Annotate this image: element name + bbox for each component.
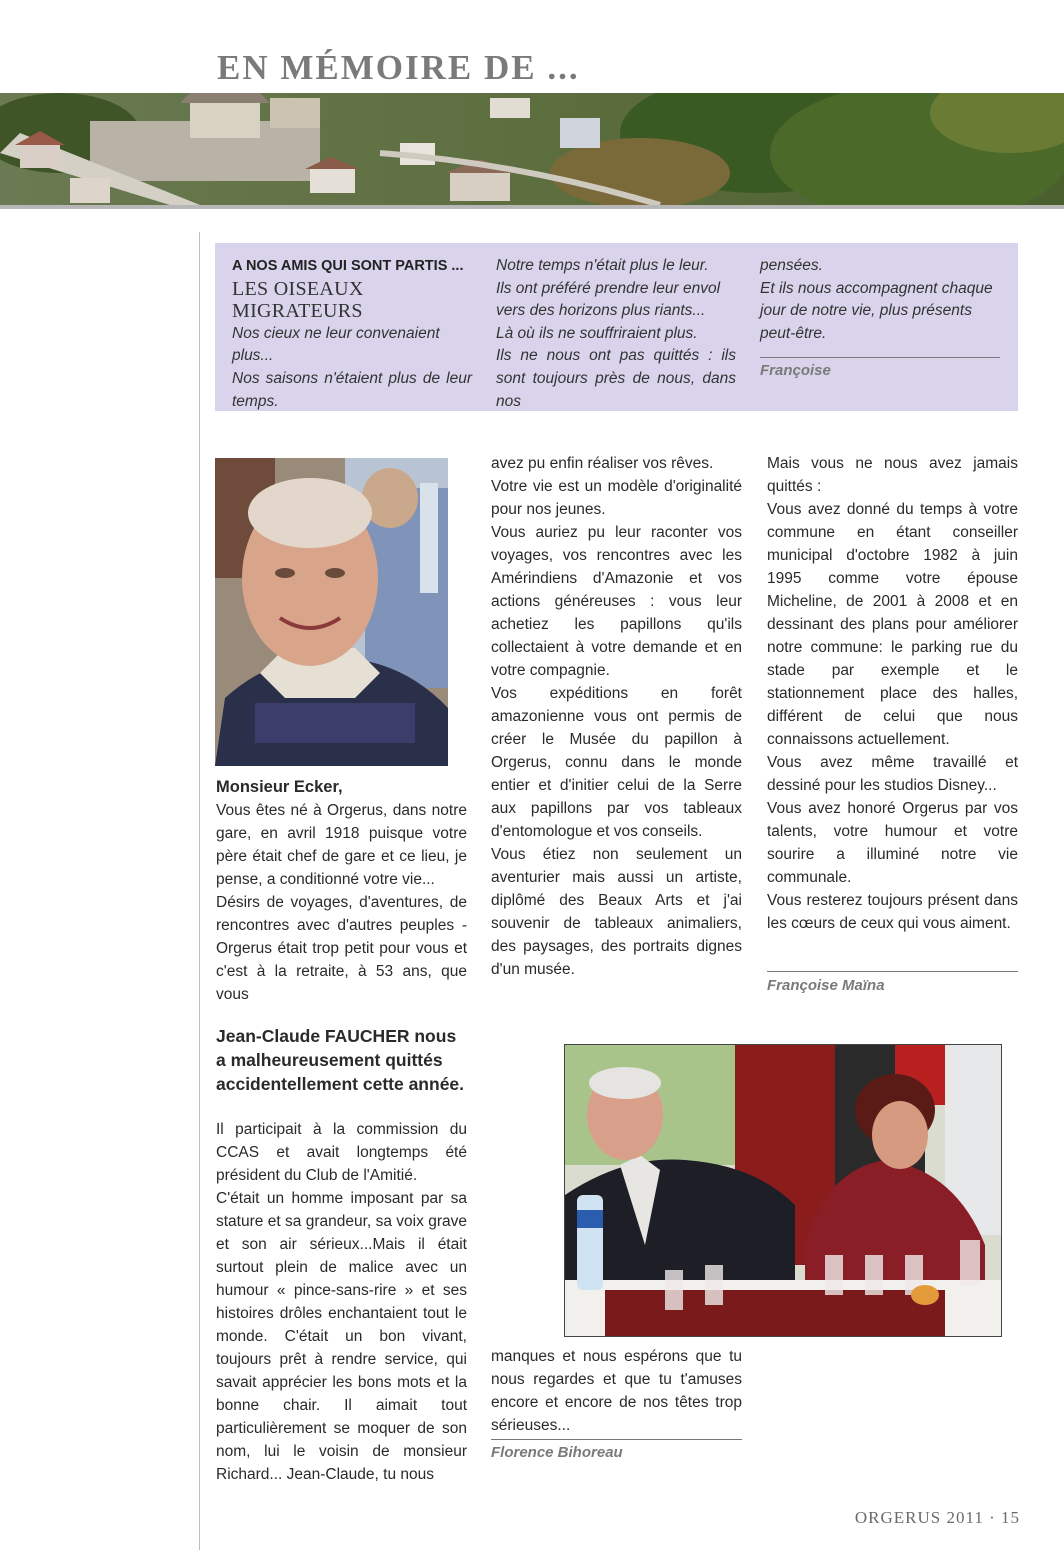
ecker-column-3 (767, 452, 1018, 997)
faucher-signature: Florence Bihoreau (491, 1444, 623, 1461)
ecker-paragraph: Vos expéditions en forêt amazonienne vous ont permis de créer le Musée du papillon à Orgerus, connu dans le monde entier et d'initier celui de la Serre aux papillons par vos tableaux d'entomologue et vos conseils. (491, 685, 742, 840)
poem-column-1 (232, 255, 472, 413)
faucher-column-1 (216, 1024, 467, 1486)
ecker-paragraph: Vous resterez toujours présent dans les cœurs de ceux qui vous aiment. (767, 892, 1018, 932)
ecker-paragraph: Vous avez donné du temps à votre commune en étant conseiller municipal d'octobre 1982 à juin 1995 comme votre épouse Micheline, de 2001 à 2008 et en dessinant des plans pour améliorer notre commune: le parking rue du stade par exemple et le stationnement place des halles, différent de celui que nous connaissons actuellement. (767, 501, 1018, 748)
ecker-heading: Monsieur Ecker, (216, 778, 343, 796)
ecker-paragraph: Vous avez même travaillé et dessiné pour les studios Disney... (767, 754, 1018, 794)
ecker-paragraph: Vous êtes né à Orgerus, dans notre gare, en avril 1918 puisque votre père était chef de gare et ce lieu, je pense, a conditionné votre vie... (216, 802, 467, 888)
ecker-column-2 (491, 452, 742, 981)
poem-line: Nos saisons n'étaient plus de leur temps. (232, 369, 472, 410)
faucher-paragraph: Il participait à la commission du CCAS et avait longtemps été président du Club de l'Amitié. (216, 1121, 467, 1184)
ecker-column-1 (216, 776, 467, 1006)
poem-line: Et ils nous accompagnent chaque jour de notre vie, plus présents peut-être. (760, 279, 993, 342)
ecker-paragraph: Votre vie est un modèle d'originalité pour nos jeunes. (491, 478, 742, 518)
signature-rule (760, 357, 1000, 358)
ecker-paragraph: avez pu enfin réaliser vos rêves. (491, 455, 714, 472)
poem-title: LES OISEAUX MIGRATEURS (232, 277, 364, 323)
poem-line: Nos cieux ne leur convenaient plus... (232, 324, 440, 365)
portrait-photo-ecker (215, 458, 448, 766)
poem-line: pensées. (760, 257, 823, 274)
poem-line: Là où ils ne souffriraient plus. (496, 324, 698, 342)
poem-kicker: A NOS AMIS QUI SONT PARTIS ... (232, 258, 464, 274)
ecker-paragraph: Vous auriez pu leur raconter vos voyages, vos rencontres avec les Amérindiens d'Amazonie et vos actions généreuses : vous leur achetiez les papillons qu'ils collectaient à votre demande et en votre compagnie. (491, 524, 742, 679)
poem-box (215, 243, 1018, 411)
poem-line: Notre temps n'était plus le leur. (496, 257, 709, 274)
poem-column-2 (496, 255, 736, 413)
poem-signature: Françoise (760, 362, 831, 380)
ecker-paragraph: Désirs de voyages, d'aventures, de rencontres avec d'autres peuples - Orgerus était trop petit pour vous et c'est à la retraite, à 53 ans, que vous (216, 894, 467, 1003)
ecker-paragraph: Mais vous ne nous avez jamais quittés : (767, 455, 1018, 495)
page-folio: ORGERUS 2011 · 15 (854, 1508, 1020, 1527)
poem-column-3 (760, 255, 1000, 383)
signature-rule (491, 1439, 742, 1440)
ecker-paragraph: Vous étiez non seulement un aventurier mais aussi un artiste, diplômé des Beaux Arts et j'ai souvenir de tableaux animaliers, des paysages, des portraits dignes d'un musée. (491, 846, 742, 978)
poem-line: Ils ne nous ont pas quittés : ils sont toujours près de nous, dans nos (496, 347, 736, 410)
signature-rule (767, 971, 1018, 972)
faucher-heading: Jean-Claude FAUCHER nous a malheureusement quittés accidentellement cette année. (216, 1026, 465, 1094)
poem-line: Ils ont préféré prendre leur envol vers des horizons plus riants... (496, 279, 721, 320)
faucher-paragraph: C'était un homme imposant par sa stature et sa grandeur, sa voix grave et son air sérieux...Mais il était surtout plein de malice avec un humour « pince-sans-rire » et ses histoires drôles enchantaient tout le monde. C'était un bon vivant, toujours prêt à rendre service, qui savait apprécier les bons mots et la bonne chair. Il aimait tout particulièrement se moquer de son nom, lui le voisin de monsieur Richard... Jean-Claude, tu nous (216, 1190, 467, 1483)
faucher-paragraph: manques et nous espérons que tu nous regardes et que tu t'amuses encore et encore de nos têtes trop sérieuses... (491, 1348, 742, 1434)
ecker-signature: Françoise Maïna (767, 977, 885, 994)
photo-faucher-couple (564, 1044, 1002, 1337)
faucher-column-2 (491, 1345, 742, 1464)
page-title: EN MÉMOIRE DE ... (217, 48, 580, 87)
village-aerial-photo (0, 93, 1064, 209)
ecker-paragraph: Vous avez honoré Orgerus par vos talents, votre humour et votre sourire a illuminé notre vie communale. (767, 800, 1018, 886)
column-rule (199, 232, 200, 1550)
